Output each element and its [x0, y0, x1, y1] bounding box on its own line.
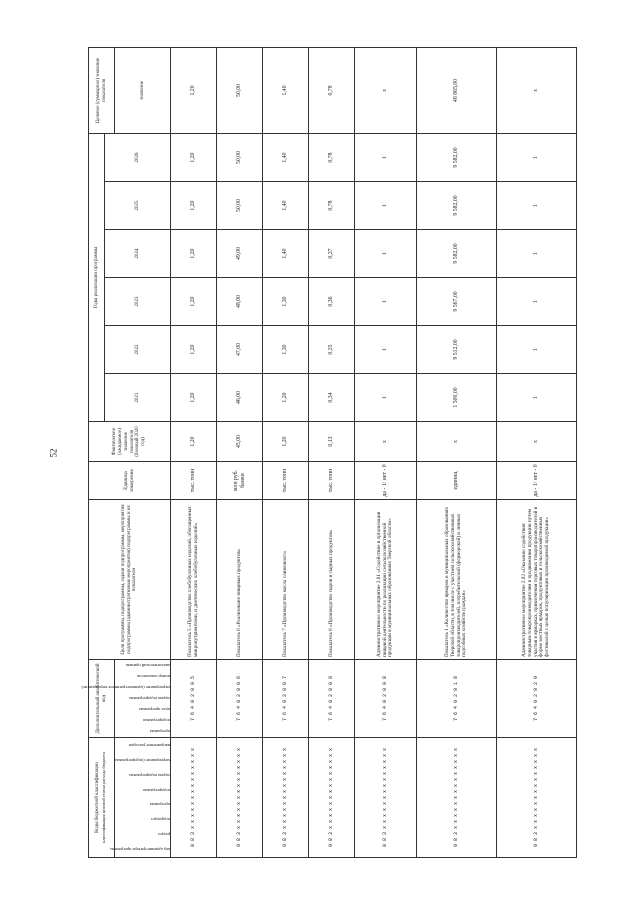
- table-row: [171, 47, 217, 857]
- table-row: [417, 47, 497, 857]
- year-header: 2023: [105, 278, 171, 326]
- year-value-cell: 1: [355, 374, 417, 422]
- year-value-cell: 1: [355, 230, 417, 278]
- goal-cell: Административное мероприятие 2.01 «Содействие в организации пищевой деятельности по реализации сельскохозяйственной продукции в муниципальных образованиях Тверской области»: [355, 500, 417, 660]
- program-indicators-table: [81, 47, 577, 858]
- code-col-label: мероприятие (подпрограммы): [113, 757, 170, 763]
- code-col-label: код администратора программы: [109, 847, 170, 853]
- analytic-codes-header: Дополнительный аналитический код: [89, 660, 115, 738]
- year-header: 2024: [105, 230, 171, 278]
- base-cell: х: [355, 422, 417, 462]
- unit-cell: единиц: [417, 462, 497, 500]
- year-header: 2021: [105, 374, 171, 422]
- year-value-cell: 1,40: [263, 133, 309, 181]
- year-value-cell: 1: [355, 182, 417, 230]
- year-value-cell: 1: [497, 182, 577, 230]
- code-col-label: раздел: [157, 832, 170, 838]
- budget-code-cell: 0 8 3 x x x x x x x x x x x x x x: [355, 738, 417, 858]
- analytic-col-label: программа: [149, 729, 170, 735]
- unit-cell: млн руб. банки: [217, 462, 263, 500]
- final-value-cell: 0,78: [309, 47, 355, 133]
- year-value-cell: 48,00: [217, 278, 263, 326]
- unit-cell: да - 1/ нет - 0: [355, 462, 417, 500]
- goal-cell: Показатель 8 «Производство сыров и сырных продуктов»: [309, 500, 355, 660]
- year-value-cell: 1,20: [171, 230, 217, 278]
- analytic-col-label: задача подпрограммы: [128, 696, 170, 702]
- year-value-cell: 9 582,00: [417, 182, 497, 230]
- budget-code-cell: 0 8 3 x x x x x x x x x x x x x x: [263, 738, 309, 858]
- year-value-cell: 0,34: [309, 374, 355, 422]
- analytic-code-cell: 7 6 4 0 2 0 0 6: [217, 660, 263, 738]
- year-value-cell: 1 500,00: [417, 374, 497, 422]
- base-cell: 1,20: [263, 422, 309, 462]
- goal-cell: Показатель 5 «Производство хлебобулочных изделий, обогащенных микронутриентами, и диетических хлебобулочных изделий»: [171, 500, 217, 660]
- final-value-cell: х: [355, 47, 417, 133]
- year-value-cell: 0,36: [309, 278, 355, 326]
- year-value-cell: 9 512,00: [417, 326, 497, 374]
- unit-header: Единица измерения: [89, 462, 171, 500]
- year-value-cell: 1,20: [171, 374, 217, 422]
- year-value-cell: 1: [355, 326, 417, 374]
- year-value-cell: 1: [355, 133, 417, 181]
- unit-cell: да - 1/ нет - 0: [497, 462, 577, 500]
- page-number: 52: [48, 448, 59, 458]
- year-value-cell: 50,00: [217, 133, 263, 181]
- year-value-cell: 9 582,00: [417, 230, 497, 278]
- table-row: [355, 47, 417, 857]
- table-row: [497, 47, 577, 857]
- unit-cell: тыс. тонн: [171, 462, 217, 500]
- table-row: [217, 47, 263, 857]
- year-header: 2026: [105, 133, 171, 181]
- unit-cell: тыс. тонн: [263, 462, 309, 500]
- year-value-cell: 1,20: [263, 374, 309, 422]
- year-value-cell: 0,37: [309, 230, 355, 278]
- base-cell: 0,13: [309, 422, 355, 462]
- analytic-col-label: мероприятие (административное мероприятие): [81, 685, 170, 691]
- year-value-cell: 46,00: [217, 374, 263, 422]
- analytic-code-cell: 7 6 4 0 2 0 0 8: [355, 660, 417, 738]
- code-col-label: задача подпрограммы: [128, 772, 170, 778]
- final-value-header: Целевое (суммарное) значение показателя: [89, 47, 115, 133]
- analytic-col-label: номер показателя: [136, 674, 170, 680]
- year-value-cell: 0,78: [309, 133, 355, 181]
- analytic-code-cell: 7 6 4 0 2 0 0 5: [171, 660, 217, 738]
- budget-codes-header: Коды бюджетной классификации классификация целевой статьи расхода бюджета: [89, 738, 115, 858]
- code-col-label: подпрограмма: [142, 787, 170, 793]
- table-row: [309, 47, 355, 857]
- analytic-code-cell: 7 6 4 0 2 0 2 0: [497, 660, 577, 738]
- goal-cell: Показатель 6 «Реализовано пищевых продуктов»: [217, 500, 263, 660]
- analytic-col-label: аналитический признак: [125, 663, 170, 669]
- final-value-cell: 48 865,00: [417, 47, 497, 133]
- final-value-cell: 1,20: [171, 47, 217, 133]
- analytic-col-label: цель программы: [138, 707, 170, 713]
- year-value-cell: 49,00: [217, 230, 263, 278]
- year-value-cell: 1,20: [171, 182, 217, 230]
- code-col-label: направление расходов: [128, 742, 170, 748]
- analytic-code-cell: 7 6 4 0 2 0 1 8: [417, 660, 497, 738]
- analytic-code-cell: 7 6 4 0 2 0 0 7: [263, 660, 309, 738]
- year-value-cell: 1,30: [263, 326, 309, 374]
- year-value-cell: 1,40: [263, 182, 309, 230]
- code-columns-header: [109, 738, 171, 858]
- budget-code-cell: 0 8 3 x x x x x x x x x x x x x x: [497, 738, 577, 858]
- year-value-cell: 9 582,00: [417, 133, 497, 181]
- year-value-cell: 1,40: [263, 230, 309, 278]
- base-year-header: Фактическое (ожидаемое) значение показателя (базовый 2020 год): [89, 422, 171, 462]
- year-value-cell: 1: [497, 133, 577, 181]
- code-col-label: программа: [149, 802, 170, 808]
- table-row: [263, 47, 309, 857]
- years-header: Годы реализации программы: [89, 133, 105, 421]
- year-value-cell: 1: [497, 278, 577, 326]
- year-value-cell: 1: [497, 326, 577, 374]
- base-cell: 1,20: [171, 422, 217, 462]
- base-cell: х: [417, 422, 497, 462]
- analytic-code-cell: 7 6 4 0 2 0 0 8: [309, 660, 355, 738]
- final-value-cell: 1,40: [263, 47, 309, 133]
- year-value-cell: 0,35: [309, 326, 355, 374]
- budget-code-cell: 0 8 3 x x x x x x x x x x x x x x: [309, 738, 355, 858]
- year-value-cell: 1,30: [263, 278, 309, 326]
- budget-code-cell: 0 8 3 x x x x x x x x x x x x x x: [417, 738, 497, 858]
- analytic-col-label: подпрограмма: [142, 718, 170, 724]
- year-value-cell: 1,20: [171, 133, 217, 181]
- year-value-cell: 47,00: [217, 326, 263, 374]
- unit-cell: тыс. тонн: [309, 462, 355, 500]
- year-value-cell: 1: [355, 278, 417, 326]
- year-value-cell: 50,00: [217, 182, 263, 230]
- year-value-cell: 9 567,00: [417, 278, 497, 326]
- final-value-cell: х: [497, 47, 577, 133]
- rotated-table-wrapper: [81, 48, 600, 858]
- base-cell: 45,00: [217, 422, 263, 462]
- goal-cell: Административное мероприятие 2.02 «Оказание содействия товарным товаропроизводителям в продвижении продукции путем участия в ярмарках, привлечения торговых товаропроизводителей в форме местных ярмарок, продуктовых и сельскохозяйственных фестивалей с целью популяризации производимой продукции»: [497, 500, 577, 660]
- year-value-cell: 1,20: [171, 278, 217, 326]
- budget-code-cell: 0 8 3 x x x x x x x x x x x x x x: [217, 738, 263, 858]
- budget-code-cell: 0 8 3 x x x x x x x x x x x x x x: [171, 738, 217, 858]
- base-cell: х: [497, 422, 577, 462]
- final-value-cell: 50,00: [217, 47, 263, 133]
- goal-cell: Показатель 1 «Количество ярмарок в муниципальных образованиях Тверской области, в том числе с участием сельскохозяйственных товаропроизводителей, потребительской (фермерской) и личных подсобных хозяйств граждан»: [417, 500, 497, 660]
- year-value-cell: 1: [497, 230, 577, 278]
- year-value-cell: 1,20: [171, 326, 217, 374]
- year-value-cell: 1: [497, 374, 577, 422]
- year-header: 2025: [105, 182, 171, 230]
- goal-header: Цели программы, подпрограммы, задачи подпрограммы, мероприятия подпрограммы (административные мероприятия) подпрограммы и их показатели: [89, 500, 171, 660]
- year-header: 2022: [105, 326, 171, 374]
- goal-cell: Показатель 7 «Производство масла сливочного»: [263, 500, 309, 660]
- year-value-cell: 0,78: [309, 182, 355, 230]
- final-sub-header: значение: [115, 47, 171, 133]
- code-col-label: подраздел: [150, 817, 170, 823]
